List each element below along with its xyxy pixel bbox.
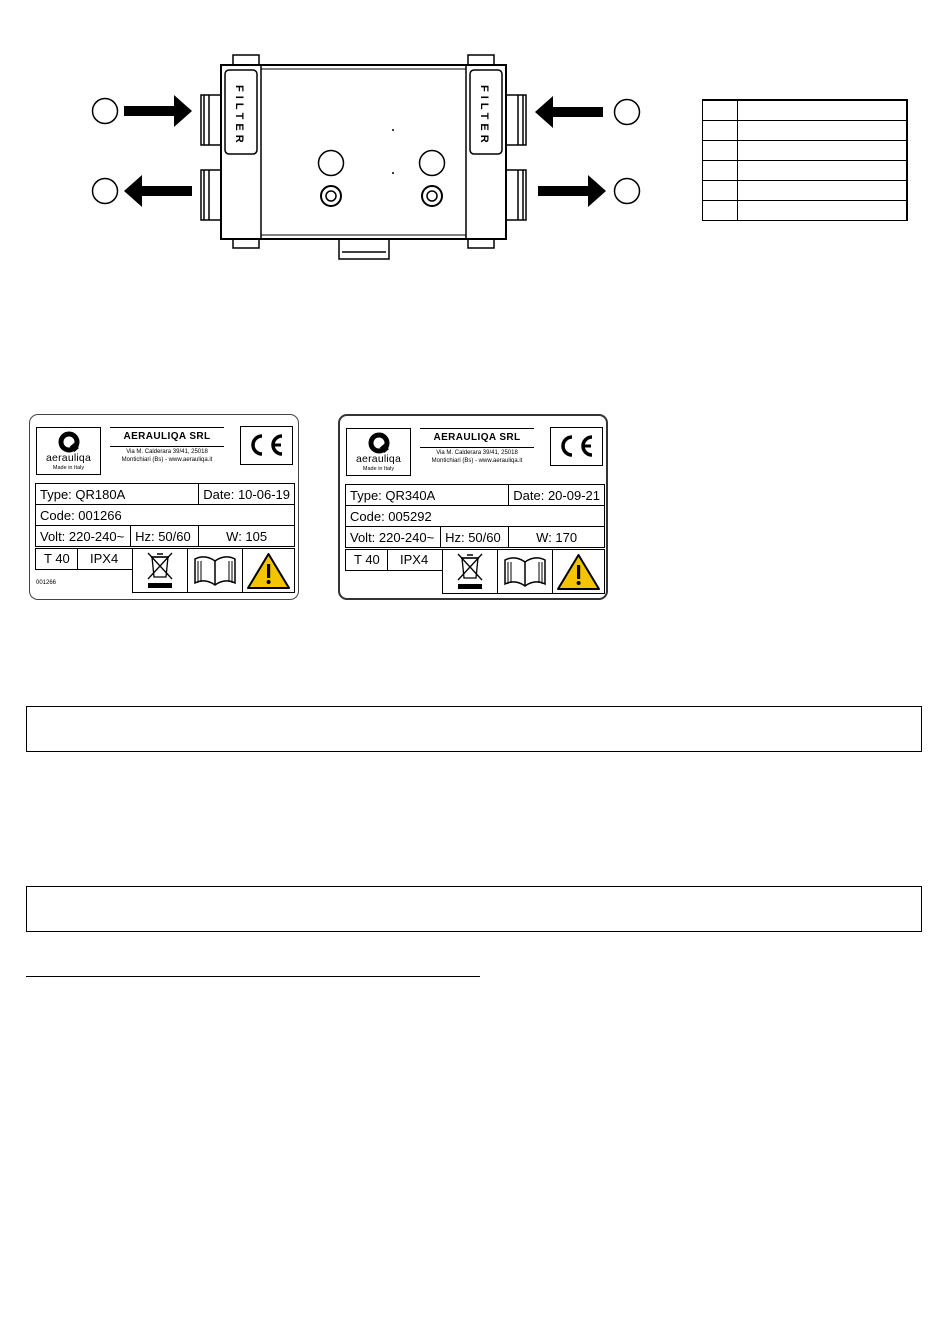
legend-row xyxy=(703,201,908,221)
manual-book-icon xyxy=(187,548,243,593)
legend-desc xyxy=(738,201,908,221)
filter-label-right: FILTER xyxy=(478,85,490,147)
legend-desc xyxy=(738,121,908,141)
plate-type: Type: QR340A xyxy=(346,485,509,506)
plate-temp: T 40 xyxy=(345,549,388,571)
brand-logo xyxy=(346,428,411,476)
plate-data-grid xyxy=(345,484,605,548)
plate-watt: W: 105 xyxy=(199,526,295,547)
weee-bin-icon xyxy=(132,548,188,593)
address-line-2: Montichiari (Bs) - www.aerauliqa.it xyxy=(431,457,523,464)
legend-desc xyxy=(738,100,908,121)
legend-num xyxy=(703,100,738,121)
plate-type: Type: QR180A xyxy=(36,484,199,505)
legend-row xyxy=(703,181,908,201)
ce-mark xyxy=(550,427,603,466)
plate-symbols-row xyxy=(345,549,605,593)
legend-num xyxy=(703,121,738,141)
note-box-1 xyxy=(26,706,922,752)
address-line-1: Via M. Calderara 39/41, 25018 xyxy=(436,450,518,456)
address-line-1: Via M. Calderara 39/41, 25018 xyxy=(126,449,208,455)
plate-volt: Volt: 220-240~ xyxy=(346,527,441,548)
plate-ip: IPX4 xyxy=(77,548,133,570)
legend-num xyxy=(703,141,738,161)
rating-plate-2 xyxy=(338,414,608,600)
legend-row xyxy=(703,141,908,161)
plate-temp: T 40 xyxy=(35,548,78,570)
logo-made-in-italy: Made in Italy xyxy=(362,466,395,472)
warning-triangle-icon xyxy=(242,548,295,593)
ce-mark xyxy=(240,426,293,465)
company-address xyxy=(414,450,540,465)
logo-name: aerauliqa xyxy=(356,453,401,465)
plate-code: Code: 001266 xyxy=(36,505,295,526)
logo-made-in-italy: Made in Italy xyxy=(52,465,85,471)
logo-name: aerauliqa xyxy=(46,452,91,464)
plate-volt: Volt: 220-240~ xyxy=(36,526,131,547)
plate-code: Code: 005292 xyxy=(346,506,605,527)
filter-label-left: FILTER xyxy=(233,85,245,147)
footnote-separator xyxy=(26,976,480,977)
aerauliqa-logo-icon xyxy=(368,432,390,454)
ce-mark-icon xyxy=(246,433,286,457)
weee-bin-icon xyxy=(442,549,498,594)
legend-desc xyxy=(738,141,908,161)
plate-serial: 001266 xyxy=(36,580,57,586)
legend-desc xyxy=(738,161,908,181)
ce-mark-icon xyxy=(556,434,596,458)
legend-row xyxy=(703,121,908,141)
warning-triangle-icon xyxy=(552,549,605,594)
company-address xyxy=(104,449,230,464)
plate-watt: W: 170 xyxy=(509,527,605,548)
legend-row xyxy=(703,100,908,121)
legend-row xyxy=(703,161,908,181)
plate-symbols-row xyxy=(35,548,295,592)
company-name: AERAULIQA SRL xyxy=(110,427,224,447)
note-box-2 xyxy=(26,886,922,932)
aerauliqa-logo-icon xyxy=(58,431,80,453)
legend-table xyxy=(702,99,908,221)
plate-hz: Hz: 50/60 xyxy=(441,527,509,548)
plate-ip: IPX4 xyxy=(387,549,443,571)
brand-logo xyxy=(36,427,101,475)
rating-plate-1 xyxy=(29,414,299,600)
company-name: AERAULIQA SRL xyxy=(420,428,534,448)
plate-date: Date: 20-09-21 xyxy=(509,485,605,506)
legend-desc xyxy=(738,181,908,201)
legend-num xyxy=(703,201,738,221)
plate-hz: Hz: 50/60 xyxy=(131,526,199,547)
manual-book-icon xyxy=(497,549,553,594)
legend-num xyxy=(703,181,738,201)
unit-diagram xyxy=(0,0,700,280)
plate-date: Date: 10-06-19 xyxy=(199,484,295,505)
plate-data-grid xyxy=(35,483,295,547)
address-line-2: Montichiari (Bs) - www.aerauliqa.it xyxy=(121,456,213,463)
legend-num xyxy=(703,161,738,181)
